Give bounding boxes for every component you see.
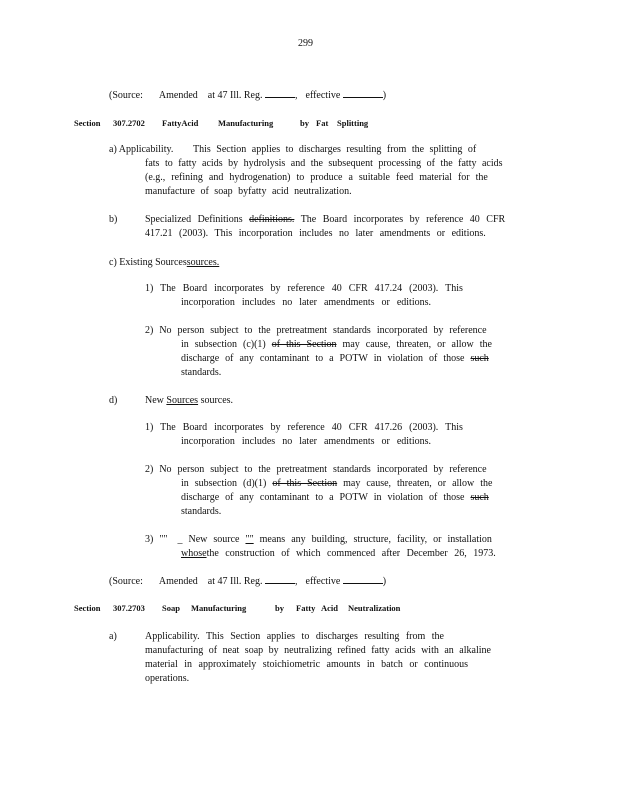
section-title-word: Fatty [296,603,316,613]
section-title-word: Acid [321,603,338,613]
paragraph-c1-line2: incorporation includes no later amendments or editions. [181,297,431,308]
source-note: (Source: Amended at 47 Ill. Reg. , effective ) [109,576,387,587]
source-close: ) [382,576,387,587]
paragraph-a-label: a) Applicability. [109,144,174,155]
section-title-word: Manufacturing [191,603,247,613]
subsection-ref: in subsection (d)(1) [181,478,267,489]
paragraph-b-line1 [145,213,505,227]
source-amended: Amended [158,90,198,101]
section-heading-2703 [0,602,618,614]
source-register: at 47 Ill. Reg. [207,90,263,101]
source-label: (Source: [109,576,143,587]
source-amended: Amended [158,576,198,587]
register-blank [265,88,295,98]
deleted-text: definitions. [249,214,295,225]
clause-text: may cause, threaten, or allow the [336,339,492,350]
paragraph-c2-line2 [181,338,492,352]
section-title-word: FattyAcid [162,118,199,128]
definition-text: means any building, structure, facility, or installation [253,534,492,545]
clause-text: may cause, threaten, or allow the [337,478,493,489]
deleted-text: of this Section [271,339,337,350]
paragraph-d1-line2: incorporation includes no later amendments or editions. [181,436,431,447]
new-sources-label: New [145,395,164,406]
deleted-text: of this Section [272,478,338,489]
inserted-text: whose [181,548,207,559]
paragraph-b-line2: 417.21 (2003). This incorporation includes no later amendments or editions. [145,228,486,239]
paragraph-2703a-label: a) [109,631,117,642]
paragraph-d-heading [145,394,233,408]
paragraph-c2-line1: 2) No person subject to the pretreatment standards incorporated by reference [145,325,487,336]
section-heading-2702 [0,117,618,129]
paragraph-2703a-line1: Applicability. This Section applies to discharges resulting from the [145,631,444,642]
deleted-text: sources. [198,395,234,406]
paragraph-c-heading [109,256,219,270]
section-number: 307.2702 [113,118,145,128]
paragraph-d-label: d) [109,395,118,406]
paragraph-c1-line1: 1) The Board incorporates by reference 40 CFR 417.24 (2003). This [145,283,463,294]
definitions-text: The Board incorporates by reference 40 CFR [294,214,506,225]
definition-text: the construction of which commenced after December 26, 1973. [206,548,496,559]
page-number: 299 [298,38,313,49]
section-title-word: by [300,118,309,128]
paragraph-d3-line1 [145,533,492,547]
existing-sources-label: c) Existing Sources [109,257,187,268]
section-title-word: Manufacturing [218,118,274,128]
section-title-word: Splitting [337,118,369,128]
clause-text: discharge of any contaminant to a POTW in violation of those [181,492,465,503]
item-number: 3) "" [145,534,168,545]
paragraph-d2-line3 [181,491,489,505]
paragraph-d2-line4: standards. [181,506,222,517]
source-effective: effective [305,576,341,587]
deleted-text: such [470,492,489,503]
paragraph-d1-line1: 1) The Board incorporates by reference 40 CFR 417.26 (2003). This [145,422,463,433]
inserted-text: sources. [186,257,220,268]
section-number: 307.2703 [113,603,145,613]
section-title-word: Neutralization [348,603,401,613]
paragraph-a-line4: manufacture of soap byfatty acid neutralization. [145,186,352,197]
source-close: ) [382,90,387,101]
paragraph-a-line2: fats to fatty acids by hydrolysis and the subsequent processing of the fatty acids [145,158,503,169]
inserted-text: Sources [166,395,199,406]
section-label: Section [74,118,101,128]
paragraph-a-line3: (e.g., refining and hydrogenation) to produce a suitable feed material for the [145,172,488,183]
paragraph-2703a-line3: material in approximately stoichiometric amounts in batch or continuous [145,659,469,670]
section-title-word: by [275,603,284,613]
paragraph-2703a-line2: manufacturing of neat soap by neutralizing refined fatty acids with an alkaline [145,645,491,656]
paragraph-d2-line1: 2) No person subject to the pretreatment standards incorporated by reference [145,464,487,475]
paragraph-c2-line4: standards. [181,367,222,378]
paragraph-d2-line2 [181,477,493,491]
paragraph-b-label: b) [109,214,118,225]
inserted-text: "" [245,534,254,545]
paragraph-2703a-line4: operations. [145,673,190,684]
source-note: (Source: Amended at 47 Ill. Reg. , effective ) [109,90,387,101]
subsection-ref: in subsection (c)(1) [181,339,266,350]
paragraph-c2-line3 [181,352,489,366]
section-title-word: Soap [162,603,180,613]
section-label: Section [74,603,101,613]
source-label: (Source: [109,90,143,101]
source-effective: effective [305,90,341,101]
effective-blank [343,574,383,584]
definitions-heading: Specialized Definitions [145,214,243,225]
paragraph-d3-line2 [181,547,496,561]
source-register: at 47 Ill. Reg. [207,576,263,587]
effective-blank [343,88,383,98]
deleted-text: such [470,353,489,364]
paragraph-a-line1: This Section applies to discharges resulting from the splitting of [193,144,477,155]
section-title-word: Fat [316,118,329,128]
register-blank [265,574,295,584]
clause-text: discharge of any contaminant to a POTW in violation of those [181,353,465,364]
defined-term: _ New source [177,534,240,545]
